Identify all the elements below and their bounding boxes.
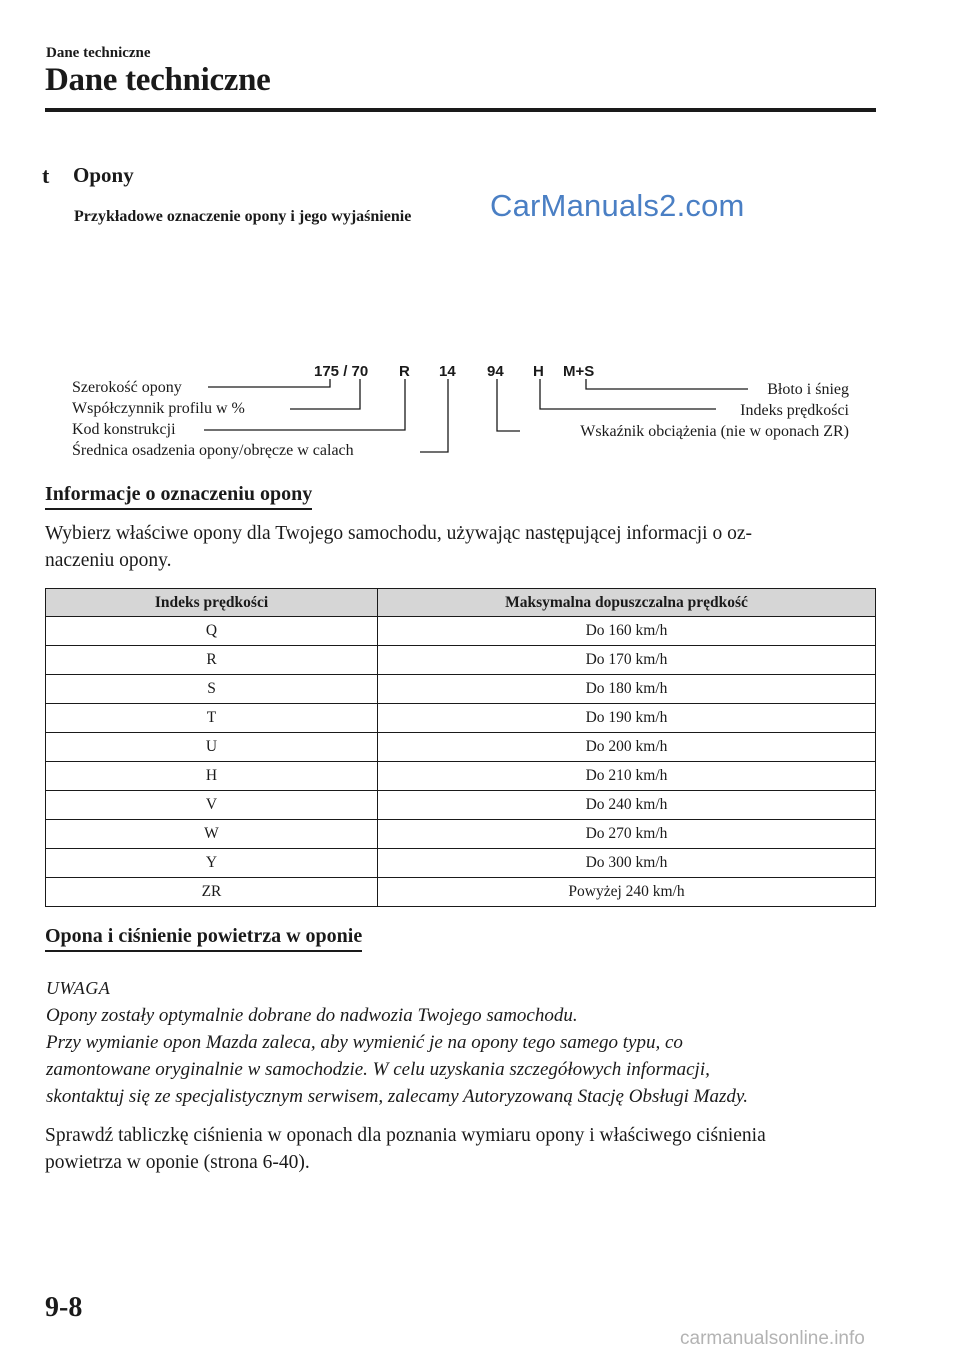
speed-index-cell: S bbox=[46, 675, 378, 704]
table-row bbox=[46, 791, 876, 820]
note-body bbox=[46, 1002, 886, 1110]
tire-code-load: 94 bbox=[487, 363, 504, 380]
section-bullet: t bbox=[42, 163, 50, 188]
label-load-index: Wskaźnik obciążenia (nie w oponach ZR) bbox=[580, 423, 849, 440]
speed-index-cell: Q bbox=[46, 617, 378, 646]
speed-index-cell: U bbox=[46, 733, 378, 762]
page-title: Dane techniczne bbox=[45, 62, 271, 98]
table-row bbox=[46, 675, 876, 704]
leader-profile bbox=[290, 379, 360, 409]
table-row bbox=[46, 762, 876, 791]
speed-index-cell: W bbox=[46, 820, 378, 849]
table-row bbox=[46, 646, 876, 675]
max-speed-cell: Do 270 km/h bbox=[378, 820, 876, 849]
tire-code-rim: 14 bbox=[439, 363, 456, 380]
table-row bbox=[46, 733, 876, 762]
section-title: Opony bbox=[73, 163, 134, 187]
tire-code-width-ratio: 175 / 70 bbox=[314, 363, 369, 380]
watermark-logo: CarManuals2.com bbox=[490, 188, 745, 223]
page-number: 9-8 bbox=[45, 1292, 83, 1323]
leader-width bbox=[208, 379, 330, 387]
speed-index-cell: R bbox=[46, 646, 378, 675]
label-speed-index: Indeks prędkości bbox=[740, 402, 849, 419]
table-row bbox=[46, 878, 876, 907]
leader-load bbox=[497, 379, 520, 431]
info-paragraph-line: Wybierz właściwe opony dla Twojego samochodu, używając następującej informacji o oz- bbox=[45, 523, 752, 544]
pressure-paragraph bbox=[45, 1122, 905, 1176]
info-heading: Informacje o oznaczeniu opony bbox=[45, 483, 312, 510]
speed-index-cell: H bbox=[46, 762, 378, 791]
label-rim-diameter: Średnica osadzenia opony/obręcze w calach bbox=[72, 442, 354, 459]
max-speed-cell: Do 240 km/h bbox=[378, 791, 876, 820]
speed-index-cell: ZR bbox=[46, 878, 378, 907]
label-construction-code: Kod konstrukcji bbox=[72, 421, 176, 438]
max-speed-cell: Do 300 km/h bbox=[378, 849, 876, 878]
note-line: zamontowane oryginalnie w samochodzie. W celu uzyskania szczegółowych informacji, bbox=[46, 1059, 710, 1080]
leader-rim bbox=[420, 379, 448, 452]
table-row bbox=[46, 617, 876, 646]
leader-ms bbox=[586, 379, 748, 389]
label-tire-width: Szerokość opony bbox=[72, 379, 182, 396]
table-row bbox=[46, 820, 876, 849]
note-line: skontaktuj się ze specjalistycznym serwisem, zalecamy Autoryzowaną Stację Obsługi Mazdy. bbox=[46, 1086, 749, 1107]
info-paragraph bbox=[45, 520, 885, 574]
note-label: UWAGA bbox=[46, 978, 111, 998]
max-speed-cell: Do 210 km/h bbox=[378, 762, 876, 791]
max-speed-cell: Powyżej 240 km/h bbox=[378, 878, 876, 907]
max-speed-cell: Do 170 km/h bbox=[378, 646, 876, 675]
note-line: Przy wymianie opon Mazda zaleca, aby wymienić je na opony tego samego typu, co bbox=[46, 1032, 683, 1053]
diagram-caption: Przykładowe oznaczenie opony i jego wyjaśnienie bbox=[74, 208, 412, 225]
tire-code-mud-snow: M+S bbox=[563, 363, 595, 380]
max-speed-cell: Do 180 km/h bbox=[378, 675, 876, 704]
label-mud-snow: Błoto i śnieg bbox=[767, 381, 849, 398]
speed-index-cell: Y bbox=[46, 849, 378, 878]
table-header-max-speed: Maksymalna dopuszczalna prędkość bbox=[378, 589, 876, 617]
pressure-heading: Opona i ciśnienie powietrza w oponie bbox=[45, 925, 362, 952]
info-paragraph-line: naczeniu opony. bbox=[45, 550, 172, 571]
pressure-paragraph-line: powietrza w oponie (strona 6-40). bbox=[45, 1152, 310, 1173]
leader-speed bbox=[540, 379, 716, 409]
table-header-speed-index: Indeks prędkości bbox=[46, 589, 378, 617]
table-row bbox=[46, 849, 876, 878]
table-row bbox=[46, 704, 876, 733]
speed-index-cell: V bbox=[46, 791, 378, 820]
speed-index-table bbox=[45, 588, 876, 907]
max-speed-cell: Do 160 km/h bbox=[378, 617, 876, 646]
table-header-row bbox=[46, 589, 876, 617]
note-line: Opony zostały optymalnie dobrane do nadwozia Twojego samochodu. bbox=[46, 1005, 578, 1026]
max-speed-cell: Do 190 km/h bbox=[378, 704, 876, 733]
pressure-paragraph-line: Sprawdź tabliczkę ciśnienia w oponach dla poznania wymiaru opony i właściwego ciśnienia bbox=[45, 1125, 766, 1146]
tire-code-construction: R bbox=[399, 363, 410, 380]
tire-code-speed: H bbox=[533, 363, 544, 380]
label-profile-ratio: Współczynnik profilu w % bbox=[72, 400, 245, 417]
footer-watermark: carmanualsonline.info bbox=[680, 1328, 865, 1349]
max-speed-cell: Do 200 km/h bbox=[378, 733, 876, 762]
running-header: Dane techniczne bbox=[46, 45, 151, 61]
speed-index-cell: T bbox=[46, 704, 378, 733]
